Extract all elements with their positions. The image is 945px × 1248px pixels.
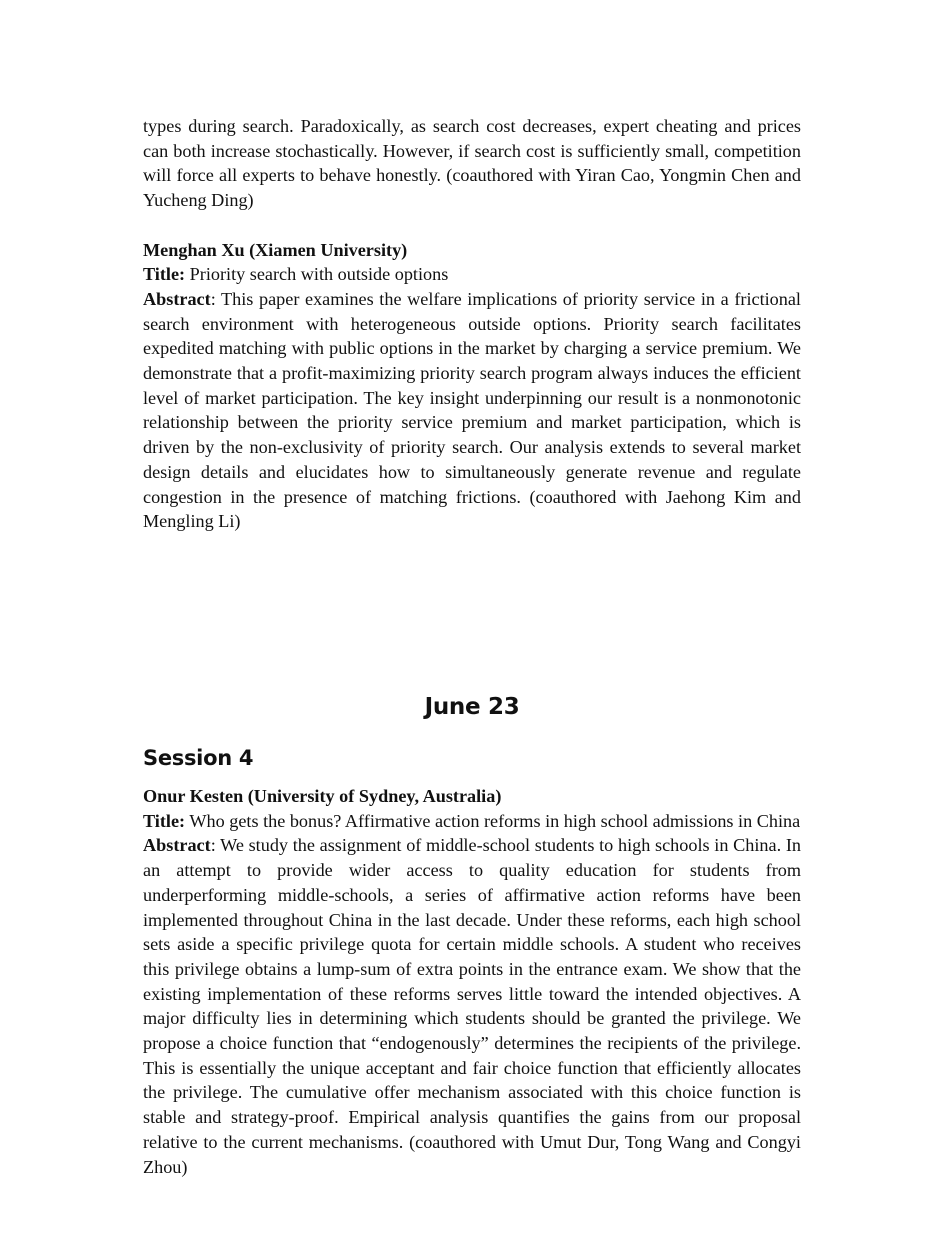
talk-abstract [143, 287, 801, 534]
spacer [143, 213, 801, 238]
abstract-text: : This paper examines the welfare implications of priority service in a frictional search environment with heterogeneous outside options. Priority search facilitates expedited matching with public options in the market by charging a service premium. We demonstrate that a profit-maximizing priority search program always induces the efficient level of market participation. The key insight underpinning our result is a nonmonotonic relationship between the priority service premium and market participation, which is driven by the non-exclusivity of priority search. Our analysis extends to several market design details and elucidates how to simultaneously generate revenue and regulate congestion in the presence of matching frictions. (coauthored with Jaehong Kim and Mengling Li) [143, 288, 801, 532]
abstract-label: Abstract [143, 288, 211, 309]
speaker-name: Menghan Xu (Xiamen University) [143, 239, 408, 260]
abstract-label: Abstract [143, 835, 211, 856]
title-label: Title: [143, 264, 186, 285]
talk-entry [143, 784, 801, 1179]
talk-title [143, 262, 801, 287]
date-heading: June 23 [424, 694, 520, 720]
title-text: Who gets the bonus? Affirmative action reforms in high school admissions in China [185, 810, 801, 831]
talk-title [143, 809, 801, 834]
title-label: Title: [143, 810, 186, 831]
speaker-name: Onur Kesten (University of Sydney, Australia) [143, 786, 502, 806]
document-page [143, 114, 801, 1177]
abstract-text: : We study the assignment of middle-school students to high schools in China. In an attempt to provide wider access to quality education for students from underperforming middle-schools, a series of affirmative action reforms have been implemented throughout China in the last decade. Under these reforms, each high school sets aside a specific privilege quota for certain middle schools. A student who receives this privilege obtains a lump-sum of extra points in the entrance exam. We show that the existing implementation of these reforms serves little toward the intended objectives. A major difficulty lies in determining which students should be granted the privilege. We propose a choice function that “endogenously” determines the recipients of the privilege. This is essentially the unique acceptant and fair choice function that efficiently allocates the privilege. The cumulative offer mechanism associated with this choice function is stable and strategy-proof. Empirical analysis quantifies the gains from our proposal relative to the current mechanisms. (coauthored with Umut Dur, Tong Wang and Congyi Zhou) [143, 835, 801, 1177]
talk-entry [143, 238, 801, 534]
continued-abstract: types during search. Paradoxically, as search cost decreases, expert cheating and prices can both increase stochastically. However, if search cost is sufficiently small, competition will force all experts to behave honestly. (coauthored with Yiran Cao, Yongmin Chen and Yucheng Ding) [143, 116, 801, 211]
session-heading: Session 4 [143, 746, 254, 770]
title-text: Priority search with outside options [185, 264, 449, 285]
talk-abstract [143, 833, 801, 1179]
